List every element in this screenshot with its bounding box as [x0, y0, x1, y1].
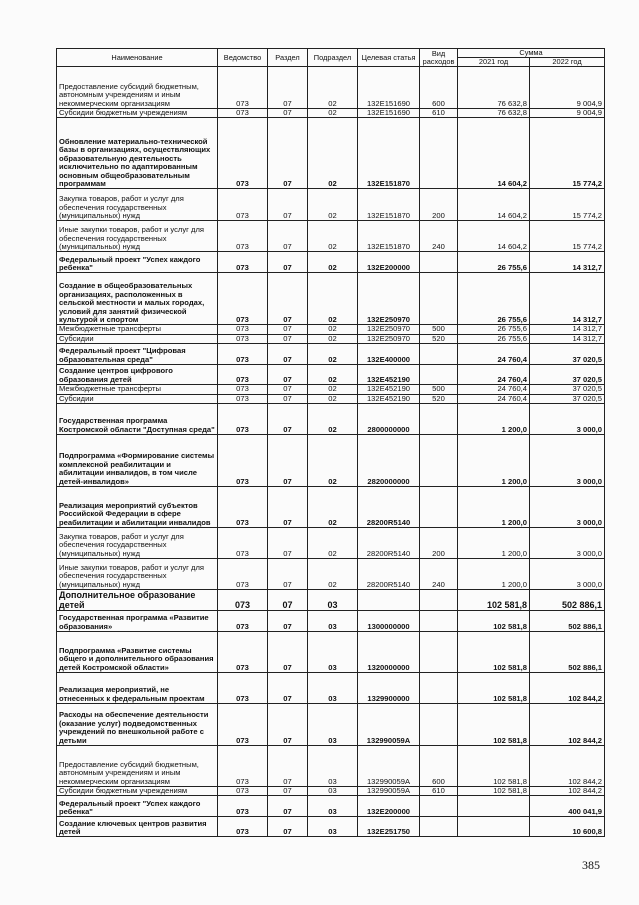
row-name: Федеральный проект "Успех каждого ребенка": [57, 796, 218, 817]
row-name: Подпрограмма «Формирование системы комплексной реабилитации и абилитации инвалидов, в том числе детей-инвалидов»: [57, 435, 218, 487]
table-row: [57, 109, 605, 118]
row-sum-2021: 76 632,8: [458, 67, 530, 109]
row-exptype: [420, 632, 458, 673]
row-target: 132E250970: [358, 334, 420, 343]
row-subsection: 02: [308, 67, 358, 109]
row-dept: 073: [218, 673, 268, 704]
row-sum-2021: 102 581,8: [458, 632, 530, 673]
row-name: Иные закупки товаров, работ и услуг для обеспечения государственных (муниципальных) нужд: [57, 221, 218, 252]
row-section: 07: [268, 787, 308, 796]
row-target: 132E251750: [358, 817, 420, 837]
row-exptype: [420, 796, 458, 817]
row-name: Расходы на обеспечение деятельности (оказание услуг) подведомственных учреждений по внешкольной работе с детьми: [57, 704, 218, 746]
row-sum-2021: 26 755,6: [458, 252, 530, 273]
row-dept: 073: [218, 746, 268, 787]
row-name: Закупка товаров, работ и услуг для обеспечения государственных (муниципальных) нужд: [57, 189, 218, 221]
budget-table: [56, 48, 605, 837]
row-sum-2021: 26 755,6: [458, 334, 530, 343]
row-subsection: 02: [308, 528, 358, 559]
row-sum-2022: 3 000,0: [530, 404, 605, 435]
row-exptype: [420, 817, 458, 837]
row-subsection: 02: [308, 487, 358, 528]
row-sum-2021: 14 604,2: [458, 118, 530, 189]
row-sum-2022: 3 000,0: [530, 559, 605, 590]
row-sum-2021: 76 632,8: [458, 109, 530, 118]
row-target: 28200R5140: [358, 528, 420, 559]
header-dept: Ведомство: [218, 49, 268, 67]
row-subsection: 03: [308, 746, 358, 787]
row-subsection: 02: [308, 189, 358, 221]
row-subsection: 02: [308, 221, 358, 252]
row-exptype: 520: [420, 334, 458, 343]
row-sum-2022: 15 774,2: [530, 189, 605, 221]
table-row: [57, 325, 605, 334]
row-subsection: 02: [308, 385, 358, 394]
row-name: Межбюджетные трансферты: [57, 325, 218, 334]
header-target: Целевая статья: [358, 49, 420, 67]
row-dept: 073: [218, 559, 268, 590]
row-sum-2021: 1 200,0: [458, 559, 530, 590]
row-exptype: [420, 118, 458, 189]
table-row: [57, 385, 605, 394]
row-dept: 073: [218, 632, 268, 673]
row-subsection: 03: [308, 787, 358, 796]
row-subsection: 02: [308, 435, 358, 487]
row-name: Федеральный проект "Цифровая образовательная среда": [57, 344, 218, 365]
row-subsection: 03: [308, 632, 358, 673]
row-sum-2021: [458, 817, 530, 837]
row-name: Создание в общеобразовательных организациях, расположенных в сельской местности и малых городах, условий для занятий физической культурой и спортом: [57, 273, 218, 325]
row-section: 07: [268, 435, 308, 487]
row-sum-2021: 14 604,2: [458, 221, 530, 252]
row-exptype: 240: [420, 221, 458, 252]
row-sum-2022: 37 020,5: [530, 394, 605, 403]
row-subsection: 03: [308, 796, 358, 817]
row-subsection: 03: [308, 673, 358, 704]
row-exptype: [420, 435, 458, 487]
row-sum-2021: 1 200,0: [458, 435, 530, 487]
row-sum-2021: [458, 796, 530, 817]
row-sum-2021: 1 200,0: [458, 528, 530, 559]
row-section: 07: [268, 590, 308, 611]
row-sum-2022: 9 004,9: [530, 67, 605, 109]
row-name: Реализация мероприятий субъектов Российской Федерации в сфере реабилитации и абилитации инвалидов: [57, 487, 218, 528]
row-name: Субсидии: [57, 394, 218, 403]
row-name: Реализация мероприятий, не отнесенных к федеральным проектам: [57, 673, 218, 704]
row-sum-2022: 14 312,7: [530, 325, 605, 334]
row-name: Государственная программа «Развитие образования»: [57, 611, 218, 632]
row-sum-2021: 102 581,8: [458, 673, 530, 704]
row-target: 1320000000: [358, 632, 420, 673]
header-year-2022: 2022 год: [530, 58, 605, 67]
row-section: 07: [268, 611, 308, 632]
row-dept: 073: [218, 590, 268, 611]
row-exptype: [420, 704, 458, 746]
row-name: Подпрограмма «Развитие системы общего и дополнительного образования детей Костромской области»: [57, 632, 218, 673]
row-exptype: 520: [420, 394, 458, 403]
table-row: [57, 67, 605, 109]
header-name: Наименование: [57, 49, 218, 67]
table-row: [57, 632, 605, 673]
table-row: [57, 365, 605, 385]
row-dept: 073: [218, 344, 268, 365]
row-dept: 073: [218, 394, 268, 403]
row-name: Обновление материально-технической базы в организациях, осуществляющих образовательную деятельность исключительно по адаптированным основным общеобразовательным программам: [57, 118, 218, 189]
table-row: [57, 796, 605, 817]
row-sum-2022: 400 041,9: [530, 796, 605, 817]
row-target: 28200R5140: [358, 487, 420, 528]
row-exptype: 240: [420, 559, 458, 590]
row-sum-2021: 14 604,2: [458, 189, 530, 221]
table-row: [57, 704, 605, 746]
row-subsection: 02: [308, 559, 358, 590]
row-name: Создание центров цифрового образования детей: [57, 365, 218, 385]
row-section: 07: [268, 673, 308, 704]
row-name: Закупка товаров, работ и услуг для обеспечения государственных (муниципальных) нужд: [57, 528, 218, 559]
row-section: 07: [268, 559, 308, 590]
row-dept: 073: [218, 365, 268, 385]
row-target: 1329900000: [358, 673, 420, 704]
row-sum-2021: 102 581,8: [458, 611, 530, 632]
table-row: [57, 673, 605, 704]
row-name: Субсидии бюджетным учреждениям: [57, 109, 218, 118]
table-row: [57, 189, 605, 221]
row-sum-2022: 15 774,2: [530, 221, 605, 252]
row-name: Иные закупки товаров, работ и услуг для обеспечения государственных (муниципальных) нужд: [57, 559, 218, 590]
row-section: 07: [268, 487, 308, 528]
row-sum-2022: 102 844,2: [530, 673, 605, 704]
row-sum-2021: 1 200,0: [458, 487, 530, 528]
table-row: [57, 404, 605, 435]
row-subsection: 02: [308, 334, 358, 343]
row-section: 07: [268, 817, 308, 837]
row-section: 07: [268, 704, 308, 746]
row-target: 132E151870: [358, 189, 420, 221]
row-exptype: [420, 487, 458, 528]
table-row: [57, 590, 605, 611]
row-sum-2022: 10 600,8: [530, 817, 605, 837]
table-row: [57, 273, 605, 325]
row-target: 132E400000: [358, 344, 420, 365]
row-dept: 073: [218, 704, 268, 746]
row-dept: 073: [218, 334, 268, 343]
table-row: [57, 817, 605, 837]
row-sum-2021: 102 581,8: [458, 787, 530, 796]
row-target: 132E452190: [358, 385, 420, 394]
row-target: 132E151690: [358, 67, 420, 109]
row-sum-2021: 102 581,8: [458, 704, 530, 746]
row-dept: 073: [218, 796, 268, 817]
row-dept: 073: [218, 487, 268, 528]
row-section: 07: [268, 746, 308, 787]
row-subsection: 02: [308, 252, 358, 273]
table-row: [57, 528, 605, 559]
row-section: 07: [268, 189, 308, 221]
row-dept: 073: [218, 273, 268, 325]
row-sum-2022: 14 312,7: [530, 273, 605, 325]
table-row: [57, 394, 605, 403]
row-section: 07: [268, 325, 308, 334]
row-sum-2022: 14 312,7: [530, 252, 605, 273]
row-target: [358, 590, 420, 611]
row-dept: 073: [218, 189, 268, 221]
row-sum-2022: 15 774,2: [530, 118, 605, 189]
header-subsection: Подраздел: [308, 49, 358, 67]
row-target: 132E151870: [358, 221, 420, 252]
table-row: [57, 787, 605, 796]
row-exptype: [420, 365, 458, 385]
row-subsection: 03: [308, 817, 358, 837]
row-subsection: 03: [308, 611, 358, 632]
row-sum-2021: 102 581,8: [458, 746, 530, 787]
row-section: 07: [268, 528, 308, 559]
row-sum-2021: 26 755,6: [458, 325, 530, 334]
row-target: 132E151690: [358, 109, 420, 118]
row-exptype: 600: [420, 746, 458, 787]
row-subsection: 02: [308, 118, 358, 189]
row-sum-2022: 502 886,1: [530, 590, 605, 611]
row-sum-2022: 37 020,5: [530, 365, 605, 385]
row-target: 132990059A: [358, 746, 420, 787]
row-dept: 073: [218, 385, 268, 394]
row-sum-2022: 9 004,9: [530, 109, 605, 118]
row-name: Предоставление субсидий бюджетным, автономным учреждениям и иным некоммерческим организациям: [57, 67, 218, 109]
row-subsection: 02: [308, 273, 358, 325]
row-name: Субсидии бюджетным учреждениям: [57, 787, 218, 796]
row-target: 2800000000: [358, 404, 420, 435]
row-exptype: 610: [420, 787, 458, 796]
row-name: Дополнительное образование детей: [57, 590, 218, 611]
row-exptype: 200: [420, 189, 458, 221]
row-sum-2021: 24 760,4: [458, 344, 530, 365]
table-row: [57, 118, 605, 189]
header-exptype: Вид расходов: [420, 49, 458, 67]
table-row: [57, 334, 605, 343]
table-row: [57, 344, 605, 365]
row-sum-2022: 102 844,2: [530, 704, 605, 746]
row-exptype: [420, 344, 458, 365]
row-section: 07: [268, 252, 308, 273]
row-sum-2021: 1 200,0: [458, 404, 530, 435]
row-subsection: 02: [308, 344, 358, 365]
row-exptype: [420, 590, 458, 611]
table-row: [57, 611, 605, 632]
row-exptype: [420, 673, 458, 704]
row-section: 07: [268, 385, 308, 394]
row-section: 07: [268, 365, 308, 385]
row-section: 07: [268, 221, 308, 252]
row-dept: 073: [218, 435, 268, 487]
row-sum-2022: 502 886,1: [530, 632, 605, 673]
row-target: 132E151870: [358, 118, 420, 189]
row-sum-2022: 502 886,1: [530, 611, 605, 632]
row-exptype: 610: [420, 109, 458, 118]
row-sum-2022: 37 020,5: [530, 344, 605, 365]
header-sum: Сумма: [458, 49, 605, 58]
row-sum-2021: 24 760,4: [458, 385, 530, 394]
row-sum-2021: 102 581,8: [458, 590, 530, 611]
row-target: 132E200000: [358, 796, 420, 817]
row-name: Государственная программа Костромской области "Доступная среда": [57, 404, 218, 435]
header-section: Раздел: [268, 49, 308, 67]
row-target: 132E250970: [358, 325, 420, 334]
page-number: 385: [582, 858, 600, 872]
table-row: [57, 487, 605, 528]
row-sum-2022: 37 020,5: [530, 385, 605, 394]
row-dept: 073: [218, 817, 268, 837]
table-body: [57, 67, 605, 837]
row-section: 07: [268, 632, 308, 673]
row-exptype: [420, 273, 458, 325]
row-dept: 073: [218, 252, 268, 273]
row-exptype: 200: [420, 528, 458, 559]
row-subsection: 03: [308, 590, 358, 611]
row-target: 132E452190: [358, 365, 420, 385]
row-subsection: 03: [308, 704, 358, 746]
row-name: Федеральный проект "Успех каждого ребенка": [57, 252, 218, 273]
row-subsection: 02: [308, 325, 358, 334]
row-subsection: 02: [308, 394, 358, 403]
table-row: [57, 746, 605, 787]
row-sum-2022: 14 312,7: [530, 334, 605, 343]
row-section: 07: [268, 118, 308, 189]
row-section: 07: [268, 109, 308, 118]
row-dept: 073: [218, 611, 268, 632]
row-dept: 073: [218, 67, 268, 109]
row-sum-2021: 24 760,4: [458, 365, 530, 385]
row-sum-2022: 3 000,0: [530, 435, 605, 487]
row-exptype: [420, 611, 458, 632]
row-name: Создание ключевых центров развития детей: [57, 817, 218, 837]
row-name: Межбюджетные трансферты: [57, 385, 218, 394]
row-sum-2022: 102 844,2: [530, 746, 605, 787]
row-section: 07: [268, 334, 308, 343]
table-row: [57, 252, 605, 273]
row-target: 28200R5140: [358, 559, 420, 590]
row-sum-2021: 26 755,6: [458, 273, 530, 325]
row-exptype: 500: [420, 325, 458, 334]
row-dept: 073: [218, 118, 268, 189]
table-row: [57, 221, 605, 252]
row-section: 07: [268, 796, 308, 817]
row-subsection: 02: [308, 109, 358, 118]
row-dept: 073: [218, 528, 268, 559]
row-target: 1300000000: [358, 611, 420, 632]
row-section: 07: [268, 404, 308, 435]
row-target: 2820000000: [358, 435, 420, 487]
row-dept: 073: [218, 404, 268, 435]
row-dept: 073: [218, 109, 268, 118]
row-target: 132E250970: [358, 273, 420, 325]
row-sum-2021: 24 760,4: [458, 394, 530, 403]
row-target: 132990059A: [358, 787, 420, 796]
table-row: [57, 559, 605, 590]
row-sum-2022: 3 000,0: [530, 487, 605, 528]
row-sum-2022: 3 000,0: [530, 528, 605, 559]
row-exptype: 500: [420, 385, 458, 394]
row-section: 07: [268, 344, 308, 365]
row-target: 132990059A: [358, 704, 420, 746]
row-section: 07: [268, 67, 308, 109]
row-sum-2022: 102 844,2: [530, 787, 605, 796]
row-subsection: 02: [308, 404, 358, 435]
row-name: Субсидии: [57, 334, 218, 343]
table-row: [57, 435, 605, 487]
row-dept: 073: [218, 787, 268, 796]
row-section: 07: [268, 394, 308, 403]
row-dept: 073: [218, 325, 268, 334]
row-target: 132E452190: [358, 394, 420, 403]
header-year-2021: 2021 год: [458, 58, 530, 67]
row-exptype: [420, 252, 458, 273]
row-subsection: 02: [308, 365, 358, 385]
row-target: 132E200000: [358, 252, 420, 273]
row-exptype: [420, 404, 458, 435]
row-exptype: 600: [420, 67, 458, 109]
row-dept: 073: [218, 221, 268, 252]
row-name: Предоставление субсидий бюджетным, автономным учреждениям и иным некоммерческим организациям: [57, 746, 218, 787]
row-section: 07: [268, 273, 308, 325]
